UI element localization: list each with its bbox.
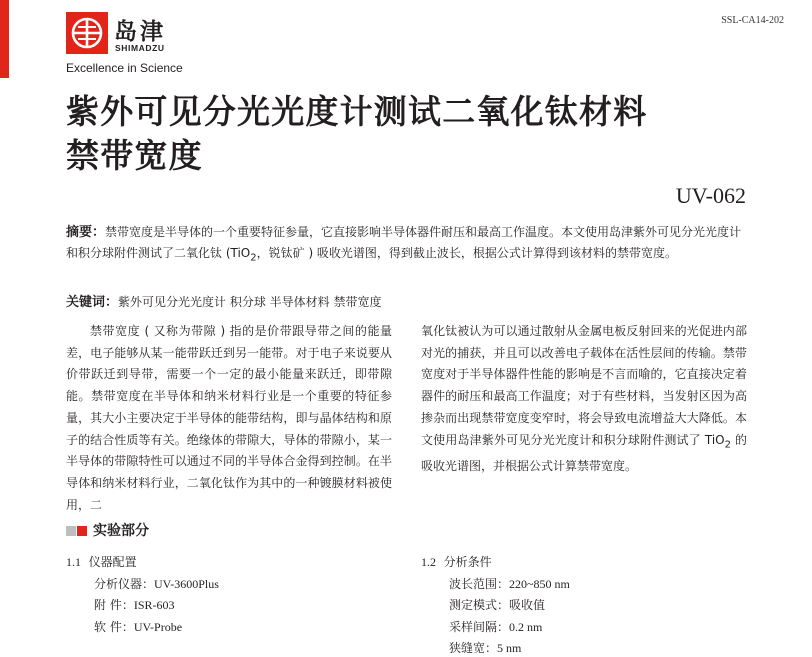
body-right-text-a: 氧化钛被认为可以通过散射从金属电板反射回来的光促进内部对光的捕获，并且可以改善电子载体在活性层间的传输。禁带宽度对于半导体器件性能的影响是不言而喻的，它直接决定着器件的耐压和最高工作温度；对于有些材料，当发射区因为高掺杂而出现禁带宽度变窄时，将会导致电流增益大大降低。本文使用岛津紫外可见分光光度计和积分球附件测试了 TiO — [421, 324, 747, 447]
brand-name-cn: 岛津 — [114, 19, 166, 45]
title-line-1: 紫外可见分光光度计测试二氧化钛材料 — [66, 92, 648, 131]
page-title — [66, 90, 766, 178]
document-code: SSL-CA14-202 — [721, 15, 784, 26]
abstract-subscript: 2 — [250, 252, 257, 264]
brand-name-en: SHIMADZU — [115, 43, 165, 53]
application-number: UV-062 — [675, 183, 746, 208]
section-title: 实验部分 — [93, 523, 149, 539]
instrument-heading: 1.1 仪器配置 — [66, 555, 137, 569]
shimadzu-logo — [66, 12, 196, 62]
accessory-item: 附 件：ISR-603 — [94, 598, 175, 612]
brand-tagline: Excellence in Science — [66, 61, 183, 75]
abstract — [66, 222, 746, 268]
title-line-2: 禁带宽度 — [66, 136, 203, 175]
slit-width-item: 狭缝宽：5 nm — [449, 641, 522, 655]
instrument-item: 分析仪器：UV-3600Plus — [94, 576, 219, 591]
body-column-left: 禁带宽度 ( 又称为带隙 ) 指的是价带跟导带之间的能量差，电子能够从某一能带跃迁到另一能带。对于电子来说要从价带跃迁到导带，需要一个一定的最小能量来跃迁，即带隙能。禁带宽度在半导体和纳米材料行业是一个重要的特征参量，其大小主要决定于半导体的能带结构，即与晶体结构和原子的结合性质等有关。绝缘体的带隙大，导体的带隙小，某一半导体的带隙特性可以通过不同的半导体合金得到控制。在半导体和纳米材料行业，二氧化钛作为其中的一种镀膜材料被使用，二 — [66, 324, 392, 512]
measure-mode-item: 测定模式：吸收值 — [449, 598, 546, 612]
abstract-text-b: ，锐钛矿 ) 吸收光谱图，得到截止波长，根据公式计算得到该材料的禁带宽度。 — [256, 246, 677, 260]
abstract-label: 摘要： — [66, 225, 106, 240]
abstract-text-a: 禁带宽度是半导体的一个重要特征参量，它直接影响半导体器件耐压和最高工作温度。本文使用岛津紫外可见分光光度计和积分球附件测试了二氧化钛 (TiO — [66, 225, 742, 260]
keywords-label: 关键词： — [66, 295, 119, 310]
section-marker-gray-icon — [66, 526, 76, 536]
software-item: 软 件：UV-Probe — [94, 619, 183, 634]
keywords — [66, 294, 746, 311]
body-column-right — [421, 321, 747, 477]
body-right-text-b: 的吸收光谱图，并根据公式计算禁带宽度。 — [421, 432, 747, 473]
red-accent-bar — [0, 0, 9, 78]
conditions-heading: 1.2 分析条件 — [421, 555, 492, 569]
section-marker-red-icon — [77, 526, 87, 536]
keywords-text: 紫外可见分光光度计 积分球 半导体材料 禁带宽度 — [118, 295, 382, 309]
sampling-interval-item: 采样间隔：0.2 nm — [449, 619, 543, 634]
instrument-config — [66, 552, 219, 638]
shimadzu-emblem-icon — [66, 12, 108, 54]
body-right-subscript: 2 — [724, 438, 731, 450]
analysis-conditions — [421, 552, 570, 657]
wavelength-range-item: 波长范围：220~850 nm — [449, 576, 570, 591]
